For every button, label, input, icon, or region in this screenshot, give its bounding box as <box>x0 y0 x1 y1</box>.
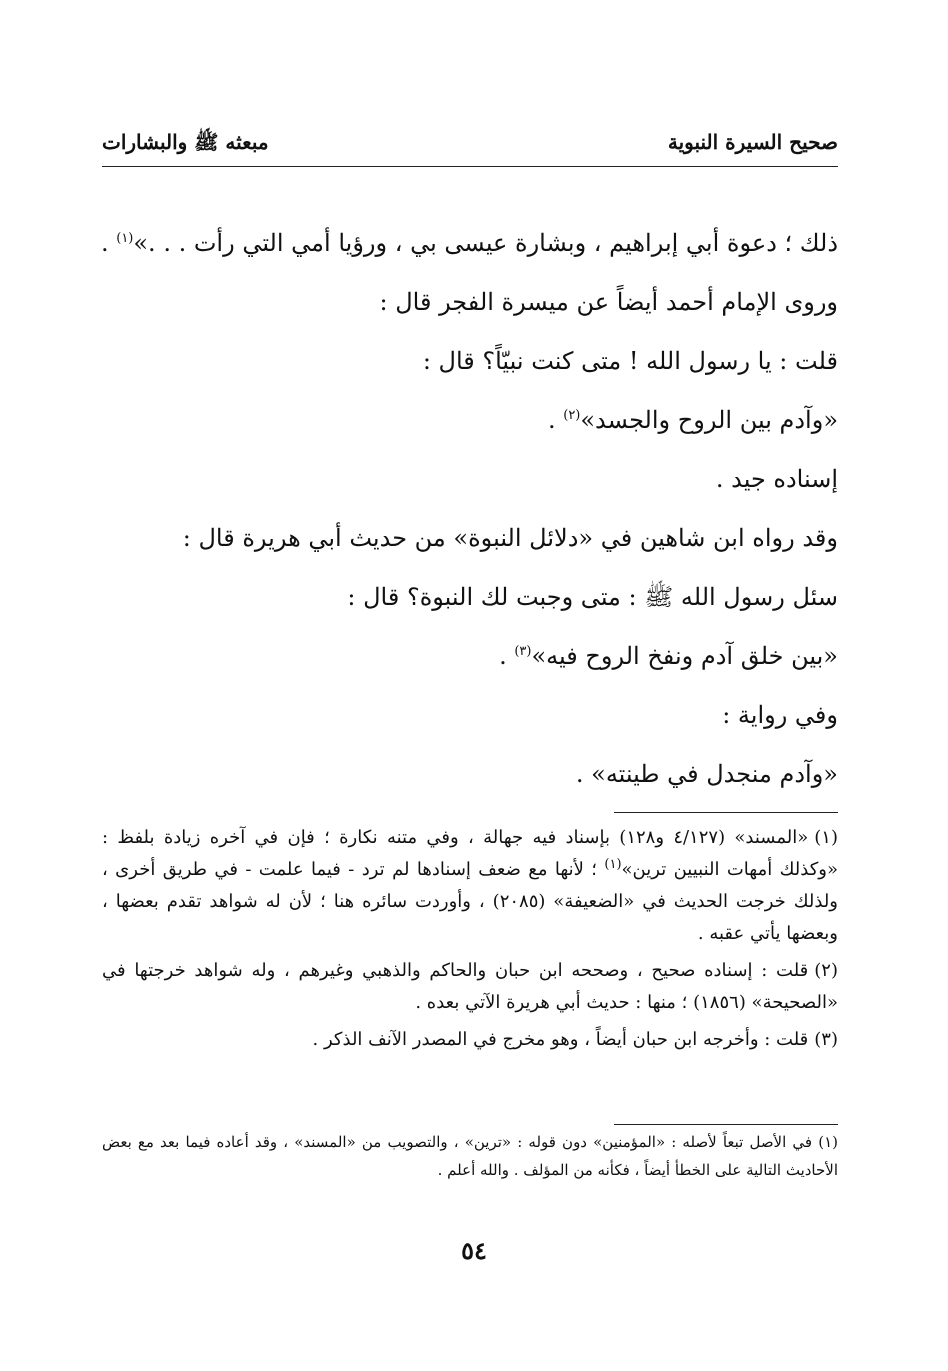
page-number: ٥٤ <box>461 1236 487 1265</box>
main-text <box>100 214 838 804</box>
footnote-1: (١)«المسند» (٤/١٢٧ و١٢٨) بإسناد فيه جهالة ، وفي متنه نكارة ؛ فإن في آخره زيادة بلفظ : «وكذلك أمهات النبيين ترين»$^{(١)}$ ؛ لأنها مع ضعف إسنادها لم ترد - فيما علمت - في طريق أخرى ، ولذلك خرجت الحديث في «الضعيفة» (٢٠٨٥) ، وأوردت سائره هنا ؛ لأن له شواهد تقدم بعضها ، وبعضها يأتي عقبه . <box>102 827 838 944</box>
chapter-title: مبعثه ﷺ والبشارات <box>102 130 269 154</box>
running-header <box>102 128 838 167</box>
text-line: وروى الإمام أحمد أيضاً عن ميسرة الفجر قال : <box>379 288 838 316</box>
footnotes <box>102 822 838 1061</box>
footnote-number: (٣) <box>814 1029 838 1050</box>
text-line: ذلك ؛ دعوة أبي إبراهيم ، وبشارة عيسى بي ، ورؤيا أمي التي رأت . . .»$^{(١)}$ . <box>100 229 838 257</box>
footnote-ref: (١) <box>604 857 622 872</box>
text-line: «بين خلق آدم ونفخ الروح فيه»$^{(٣)}$ . <box>499 642 838 670</box>
footnote-number: (٢) <box>814 960 838 981</box>
footnote-ref: (٢) <box>563 408 581 423</box>
footnote-number: (١) <box>814 827 838 848</box>
footnote-2: (٢)قلت : إسناده صحيح ، وصححه ابن حبان والحاكم والذهبي وغيرهم ، وله شواهد خرجتها في «الصحيحة» (١٨٥٦) ؛ منها : حديث أبي هريرة الآتي بعده . <box>102 960 838 1013</box>
footnote-ref: (٣) <box>514 644 532 659</box>
text-line: وفي رواية : <box>722 701 838 729</box>
footnote-3: (٣)قلت : وأخرجه ابن حبان أيضاً ، وهو مخرج في المصدر الآنف الذكر . <box>312 1029 838 1050</box>
book-title: صحيح السيرة النبوية <box>667 130 838 154</box>
text-line: وقد رواه ابن شاهين في «دلائل النبوة» من حديث أبي هريرة قال : <box>182 524 838 552</box>
text-line: «وآدم منجدل في طينته» . <box>575 760 838 788</box>
text-line: «وآدم بين الروح والجسد»$^{(٢)}$ . <box>547 406 838 434</box>
footnote-separator <box>614 812 838 813</box>
text-line: سئل رسول الله ﷺ : متى وجبت لك النبوة؟ قال : <box>347 583 838 611</box>
sub-footnotes <box>102 1128 838 1184</box>
footnote-number: (١) <box>818 1133 838 1151</box>
sub-footnote-1: (١) في الأصل تبعاً لأصله : «المؤمنين» دون قوله : «ترين» ، والتصويب من «المسند» ، وقد أعاده فيما بعد مع بعض الأحاديث التالية على الخطأ أيضاً ، فكأنه من المؤلف . والله أعلم . <box>102 1133 838 1179</box>
footnote-ref: (١) <box>116 231 134 246</box>
sub-footnote-separator <box>614 1124 838 1125</box>
text-line: إسناده جيد . <box>715 465 838 493</box>
text-line: قلت : يا رسول الله ! متى كنت نبيّاً؟ قال : <box>422 347 838 375</box>
